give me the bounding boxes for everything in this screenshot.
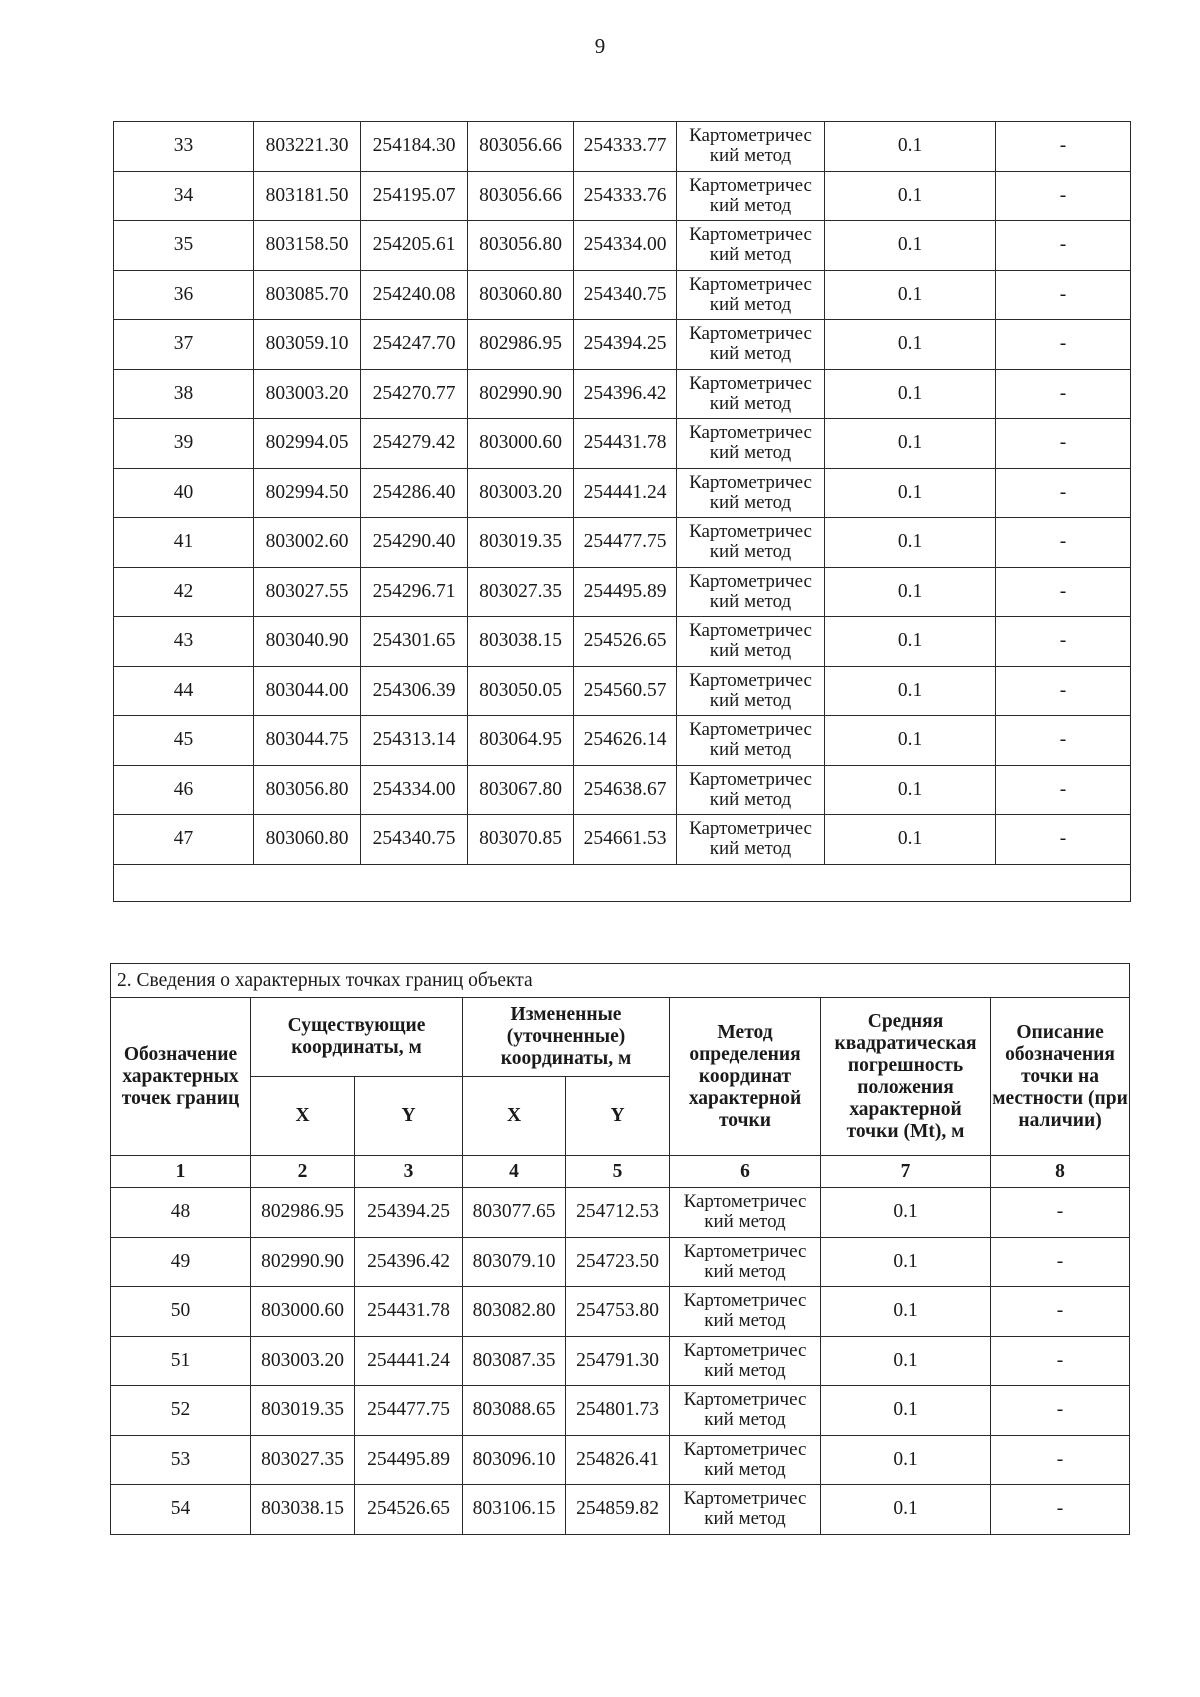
description-cell: -	[991, 1287, 1130, 1337]
empty-cell	[114, 864, 1131, 901]
method-line: кий метод	[709, 145, 792, 167]
method-line: Картометричес	[683, 1290, 807, 1312]
boundary-points-table	[110, 963, 1130, 1535]
error-cell: 0.1	[821, 1336, 991, 1386]
point-number-cell: 45	[114, 716, 254, 766]
point-number-cell: 33	[114, 122, 254, 172]
y-changed-cell: 254626.14	[574, 716, 677, 766]
x-existing-cell: 803221.30	[254, 122, 361, 172]
method-cell	[677, 122, 825, 172]
error-cell: 0.1	[821, 1386, 991, 1436]
table1-body	[114, 122, 1131, 902]
method-line: Картометричес	[689, 818, 812, 840]
description-cell: -	[991, 1435, 1130, 1485]
method-cell	[670, 1435, 821, 1485]
y-existing-cell: 254184.30	[361, 122, 468, 172]
header-y-existing: Y	[355, 1077, 463, 1156]
description-cell: -	[991, 1386, 1130, 1436]
y-existing-cell: 254394.25	[355, 1188, 463, 1238]
point-number-cell: 37	[114, 320, 254, 370]
x-existing-cell: 802994.50	[254, 468, 361, 518]
x-changed-cell: 803088.65	[463, 1386, 566, 1436]
table2-header	[111, 964, 1130, 1188]
table-row	[114, 518, 1131, 568]
y-changed-cell: 254334.00	[574, 221, 677, 271]
x-existing-cell: 803027.35	[251, 1435, 355, 1485]
method-cell	[677, 221, 825, 271]
error-cell: 0.1	[821, 1485, 991, 1535]
x-existing-cell: 803002.60	[254, 518, 361, 568]
point-number-cell: 36	[114, 270, 254, 320]
error-cell: 0.1	[821, 1435, 991, 1485]
y-existing-cell: 254240.08	[361, 270, 468, 320]
method-line: Картометричес	[689, 323, 812, 345]
method-line: Картометричес	[689, 620, 812, 642]
error-cell: 0.1	[825, 567, 996, 617]
x-existing-cell: 803003.20	[251, 1336, 355, 1386]
method-line: Картометричес	[689, 174, 812, 196]
empty-row	[114, 864, 1131, 901]
method-line: кий метод	[709, 838, 792, 860]
header-existing-coords: Существующие координаты, м	[251, 998, 463, 1077]
point-number-cell: 51	[111, 1336, 251, 1386]
error-cell: 0.1	[825, 617, 996, 667]
x-changed-cell: 803060.80	[468, 270, 574, 320]
table-row	[114, 320, 1131, 370]
header-method: Метод определения координат характерной точки	[670, 998, 821, 1156]
description-cell: -	[996, 122, 1131, 172]
y-existing-cell: 254431.78	[355, 1287, 463, 1337]
table-row	[114, 419, 1131, 469]
y-changed-cell: 254723.50	[566, 1237, 670, 1287]
method-cell	[677, 666, 825, 716]
y-existing-cell: 254205.61	[361, 221, 468, 271]
table-row	[111, 1386, 1130, 1436]
point-number-cell: 40	[114, 468, 254, 518]
method-cell	[677, 419, 825, 469]
point-number-cell: 34	[114, 171, 254, 221]
description-cell: -	[996, 320, 1131, 370]
y-changed-cell: 254394.25	[574, 320, 677, 370]
description-cell: -	[996, 171, 1131, 221]
method-cell	[670, 1386, 821, 1436]
error-cell: 0.1	[825, 666, 996, 716]
y-changed-cell: 254791.30	[566, 1336, 670, 1386]
method-cell	[677, 617, 825, 667]
x-changed-cell: 803096.10	[463, 1435, 566, 1485]
method-cell	[670, 1485, 821, 1535]
y-existing-cell: 254313.14	[361, 716, 468, 766]
table-row	[111, 1485, 1130, 1535]
error-cell: 0.1	[825, 369, 996, 419]
method-line: кий метод	[709, 442, 792, 464]
y-existing-cell: 254286.40	[361, 468, 468, 518]
method-line: кий метод	[704, 1310, 786, 1332]
error-cell: 0.1	[825, 320, 996, 370]
y-changed-cell: 254560.57	[574, 666, 677, 716]
error-cell: 0.1	[825, 468, 996, 518]
method-line: Картометричес	[689, 372, 812, 394]
x-existing-cell: 803019.35	[251, 1386, 355, 1436]
point-number-cell: 48	[111, 1188, 251, 1238]
y-changed-cell: 254340.75	[574, 270, 677, 320]
x-existing-cell: 803044.00	[254, 666, 361, 716]
x-existing-cell: 802990.90	[251, 1237, 355, 1287]
y-existing-cell: 254247.70	[361, 320, 468, 370]
point-number-cell: 42	[114, 567, 254, 617]
method-line: кий метод	[704, 1211, 786, 1233]
table-row	[114, 716, 1131, 766]
x-existing-cell: 803003.20	[254, 369, 361, 419]
table-row	[114, 221, 1131, 271]
method-line: Картометричес	[683, 1191, 807, 1213]
x-changed-cell: 803027.35	[468, 567, 574, 617]
column-number: 4	[463, 1156, 566, 1188]
x-changed-cell: 803106.15	[463, 1485, 566, 1535]
method-line: кий метод	[709, 640, 792, 662]
method-cell	[670, 1287, 821, 1337]
x-existing-cell: 803060.80	[254, 815, 361, 865]
error-cell: 0.1	[825, 221, 996, 271]
point-number-cell: 49	[111, 1237, 251, 1287]
method-line: Картометричес	[683, 1240, 807, 1262]
y-changed-cell: 254661.53	[574, 815, 677, 865]
x-changed-cell: 803000.60	[468, 419, 574, 469]
table-row	[114, 171, 1131, 221]
point-number-cell: 44	[114, 666, 254, 716]
method-line: кий метод	[709, 689, 792, 711]
method-line: кий метод	[704, 1458, 786, 1480]
column-number: 3	[355, 1156, 463, 1188]
header-error: Средняя квадратическая погрешность положения характерной точки (Mt), м	[821, 998, 991, 1156]
x-changed-cell: 803082.80	[463, 1287, 566, 1337]
x-changed-cell: 803056.66	[468, 122, 574, 172]
header-description: Описание обозначения точки на местности (при наличии)	[991, 998, 1130, 1156]
y-existing-cell: 254526.65	[355, 1485, 463, 1535]
y-existing-cell: 254306.39	[361, 666, 468, 716]
x-changed-cell: 803070.85	[468, 815, 574, 865]
y-changed-cell: 254753.80	[566, 1287, 670, 1337]
method-line: Картометричес	[689, 273, 812, 295]
x-existing-cell: 803059.10	[254, 320, 361, 370]
method-cell	[677, 320, 825, 370]
description-cell: -	[991, 1237, 1130, 1287]
method-line: Картометричес	[689, 768, 812, 790]
table-row	[111, 1435, 1130, 1485]
x-changed-cell: 803067.80	[468, 765, 574, 815]
method-line: кий метод	[709, 244, 792, 266]
x-changed-cell: 803056.80	[468, 221, 574, 271]
point-number-cell: 39	[114, 419, 254, 469]
description-cell: -	[991, 1336, 1130, 1386]
x-changed-cell: 803056.66	[468, 171, 574, 221]
description-cell: -	[996, 617, 1131, 667]
y-changed-cell: 254441.24	[574, 468, 677, 518]
y-existing-cell: 254195.07	[361, 171, 468, 221]
x-existing-cell: 803158.50	[254, 221, 361, 271]
table-row	[111, 1237, 1130, 1287]
description-cell: -	[996, 369, 1131, 419]
header-y-changed: Y	[566, 1077, 670, 1156]
x-existing-cell: 803181.50	[254, 171, 361, 221]
table-row	[111, 1188, 1130, 1238]
y-existing-cell: 254340.75	[361, 815, 468, 865]
x-changed-cell: 803087.35	[463, 1336, 566, 1386]
error-cell: 0.1	[821, 1237, 991, 1287]
description-cell: -	[996, 666, 1131, 716]
description-cell: -	[996, 468, 1131, 518]
table-row	[114, 468, 1131, 518]
y-existing-cell: 254441.24	[355, 1336, 463, 1386]
error-cell: 0.1	[821, 1188, 991, 1238]
y-existing-cell: 254290.40	[361, 518, 468, 568]
table-row	[114, 666, 1131, 716]
method-line: Картометричес	[683, 1339, 807, 1361]
method-cell	[677, 716, 825, 766]
header-changed-coords: Измененные (уточненные) координаты, м	[463, 998, 670, 1077]
method-cell	[677, 468, 825, 518]
point-number-cell: 41	[114, 518, 254, 568]
x-existing-cell: 803000.60	[251, 1287, 355, 1337]
x-existing-cell: 803056.80	[254, 765, 361, 815]
error-cell: 0.1	[825, 270, 996, 320]
description-cell: -	[996, 221, 1131, 271]
table-row	[114, 270, 1131, 320]
error-cell: 0.1	[825, 419, 996, 469]
y-changed-cell: 254333.77	[574, 122, 677, 172]
description-cell: -	[991, 1485, 1130, 1535]
x-existing-cell: 803038.15	[251, 1485, 355, 1535]
method-line: кий метод	[709, 739, 792, 761]
y-changed-cell: 254801.73	[566, 1386, 670, 1436]
method-line: Картометричес	[689, 125, 812, 147]
point-number-cell: 43	[114, 617, 254, 667]
table-row	[111, 1287, 1130, 1337]
description-cell: -	[996, 765, 1131, 815]
x-existing-cell: 803040.90	[254, 617, 361, 667]
method-line: кий метод	[704, 1260, 786, 1282]
method-line: Картометричес	[689, 422, 812, 444]
description-cell: -	[996, 518, 1131, 568]
method-line: кий метод	[709, 343, 792, 365]
method-cell	[677, 567, 825, 617]
y-changed-cell: 254526.65	[574, 617, 677, 667]
column-number: 5	[566, 1156, 670, 1188]
method-cell	[677, 815, 825, 865]
table2-body	[111, 1188, 1130, 1535]
y-existing-cell: 254270.77	[361, 369, 468, 419]
method-line: Картометричес	[689, 521, 812, 543]
x-changed-cell: 803003.20	[468, 468, 574, 518]
method-line: Картометричес	[683, 1438, 807, 1460]
point-number-cell: 50	[111, 1287, 251, 1337]
y-changed-cell: 254431.78	[574, 419, 677, 469]
error-cell: 0.1	[825, 518, 996, 568]
method-line: кий метод	[704, 1409, 786, 1431]
method-line: кий метод	[709, 194, 792, 216]
method-cell	[677, 518, 825, 568]
error-cell: 0.1	[825, 171, 996, 221]
y-changed-cell: 254859.82	[566, 1485, 670, 1535]
y-changed-cell: 254712.53	[566, 1188, 670, 1238]
header-point: Обозначение характерных точек границ	[111, 998, 251, 1156]
method-line: Картометричес	[689, 669, 812, 691]
description-cell: -	[996, 815, 1131, 865]
y-changed-cell: 254495.89	[574, 567, 677, 617]
table-row	[114, 765, 1131, 815]
method-line: кий метод	[709, 491, 792, 513]
x-changed-cell: 802990.90	[468, 369, 574, 419]
y-existing-cell: 254396.42	[355, 1237, 463, 1287]
x-existing-cell: 803027.55	[254, 567, 361, 617]
point-number-cell: 54	[111, 1485, 251, 1535]
page-number: 9	[594, 34, 606, 58]
table-row	[114, 369, 1131, 419]
point-number-cell: 38	[114, 369, 254, 419]
y-existing-cell: 254477.75	[355, 1386, 463, 1436]
header-x-changed: X	[463, 1077, 566, 1156]
point-number-cell: 47	[114, 815, 254, 865]
x-existing-cell: 803085.70	[254, 270, 361, 320]
table-row	[114, 567, 1131, 617]
method-line: Картометричес	[689, 471, 812, 493]
method-cell	[677, 369, 825, 419]
x-changed-cell: 802986.95	[468, 320, 574, 370]
method-line: кий метод	[709, 590, 792, 612]
x-changed-cell: 803050.05	[468, 666, 574, 716]
point-number-cell: 35	[114, 221, 254, 271]
y-existing-cell: 254279.42	[361, 419, 468, 469]
method-cell	[677, 171, 825, 221]
table-row	[114, 122, 1131, 172]
y-existing-cell: 254495.89	[355, 1435, 463, 1485]
y-changed-cell: 254477.75	[574, 518, 677, 568]
x-changed-cell: 803019.35	[468, 518, 574, 568]
y-existing-cell: 254301.65	[361, 617, 468, 667]
point-number-cell: 53	[111, 1435, 251, 1485]
method-cell	[677, 765, 825, 815]
point-number-cell: 52	[111, 1386, 251, 1436]
method-line: кий метод	[709, 392, 792, 414]
method-line: Картометричес	[683, 1488, 807, 1510]
method-line: Картометричес	[683, 1389, 807, 1411]
y-changed-cell: 254638.67	[574, 765, 677, 815]
method-line: Картометричес	[689, 570, 812, 592]
x-changed-cell: 803077.65	[463, 1188, 566, 1238]
error-cell: 0.1	[821, 1287, 991, 1337]
method-line: кий метод	[709, 788, 792, 810]
table-title: 2. Сведения о характерных точках границ объекта	[111, 964, 1130, 998]
method-line: кий метод	[709, 293, 792, 315]
description-cell: -	[996, 716, 1131, 766]
x-changed-cell: 803079.10	[463, 1237, 566, 1287]
x-changed-cell: 803038.15	[468, 617, 574, 667]
description-cell: -	[996, 270, 1131, 320]
column-number: 7	[821, 1156, 991, 1188]
x-existing-cell: 803044.75	[254, 716, 361, 766]
description-cell: -	[996, 419, 1131, 469]
y-existing-cell: 254334.00	[361, 765, 468, 815]
description-cell: -	[991, 1188, 1130, 1238]
y-changed-cell: 254333.76	[574, 171, 677, 221]
method-line: кий метод	[704, 1359, 786, 1381]
table-row	[114, 815, 1131, 865]
coordinates-table-continued	[113, 121, 1131, 902]
table-row	[111, 1336, 1130, 1386]
x-changed-cell: 803064.95	[468, 716, 574, 766]
x-existing-cell: 802986.95	[251, 1188, 355, 1238]
y-changed-cell: 254826.41	[566, 1435, 670, 1485]
column-number: 6	[670, 1156, 821, 1188]
error-cell: 0.1	[825, 815, 996, 865]
error-cell: 0.1	[825, 716, 996, 766]
method-line: кий метод	[709, 541, 792, 563]
table-row	[114, 617, 1131, 667]
method-cell	[677, 270, 825, 320]
x-existing-cell: 802994.05	[254, 419, 361, 469]
description-cell: -	[996, 567, 1131, 617]
method-cell	[670, 1336, 821, 1386]
method-line: Картометричес	[689, 224, 812, 246]
column-number: 2	[251, 1156, 355, 1188]
y-existing-cell: 254296.71	[361, 567, 468, 617]
method-line: кий метод	[704, 1508, 786, 1530]
method-cell	[670, 1188, 821, 1238]
error-cell: 0.1	[825, 765, 996, 815]
y-changed-cell: 254396.42	[574, 369, 677, 419]
method-cell	[670, 1237, 821, 1287]
point-number-cell: 46	[114, 765, 254, 815]
error-cell: 0.1	[825, 122, 996, 172]
column-number: 8	[991, 1156, 1130, 1188]
method-line: Картометричес	[689, 719, 812, 741]
header-x-existing: X	[251, 1077, 355, 1156]
column-number: 1	[111, 1156, 251, 1188]
